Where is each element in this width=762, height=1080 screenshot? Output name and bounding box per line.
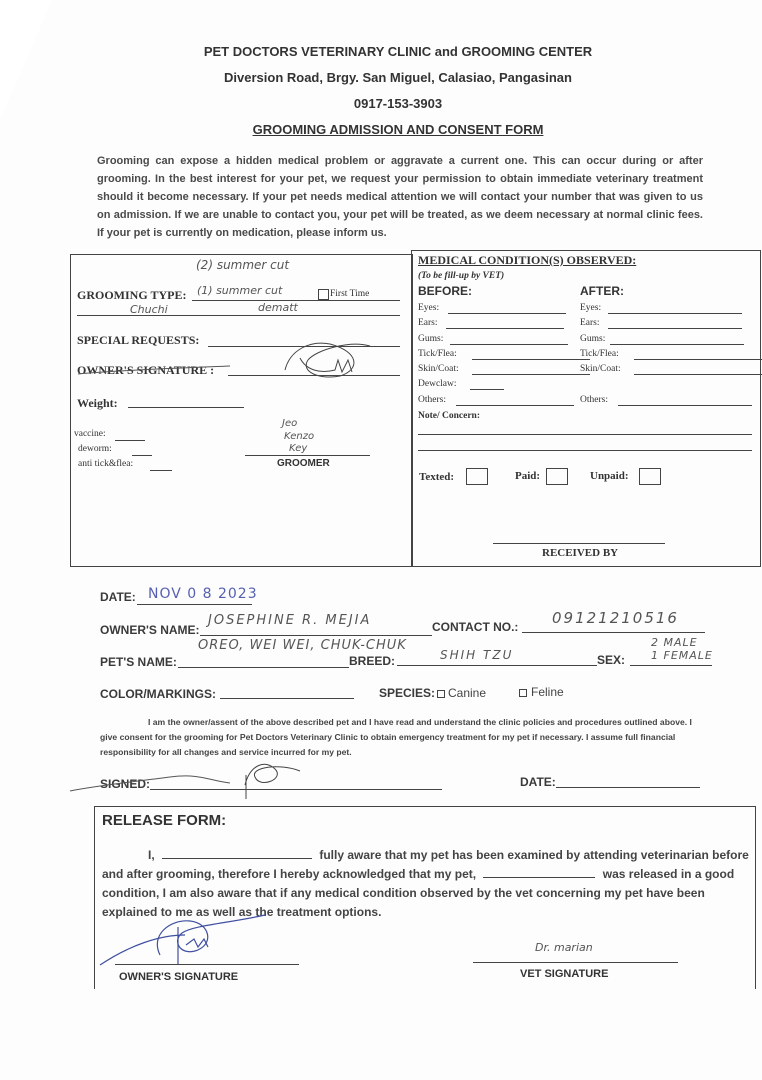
before-row-label: Dewclaw: [418, 379, 457, 389]
after-row-line [634, 359, 762, 360]
before-label: BEFORE: [418, 284, 472, 298]
signed-signature-image [60, 755, 340, 805]
note-label: Note/ Concern: [418, 411, 480, 421]
sex-label: SEX: [597, 653, 626, 667]
pet-name-line [178, 667, 349, 668]
owner-name-line [200, 635, 432, 636]
release-p1: I, [148, 848, 155, 862]
vet-handwritten-name: Dr. marian [535, 941, 593, 954]
before-row-line [472, 374, 590, 375]
deworm-label: deworm: [78, 444, 112, 454]
pet-name-label: PET'S NAME: [100, 655, 177, 669]
intro-paragraph: Grooming can expose a hidden medical problem or aggravate a current one. This can occur during or after grooming. In the best interest for your pet, we request your permission to obtain immediate veterinary treatment should it become necessary. If your pet needs medical attention we will contact your number that was given to us on admission. If we are unable to contact you, your pet will be treated, as we deem necessary at normal clinic fees. If your pet is currently on medication, please inform us. [97, 155, 703, 239]
clinic-name: PET DOCTORS VETERINARY CLINIC and GROOMING CENTER [203, 44, 593, 59]
pet-name-value: OREO, WEI WEI, CHUK-CHUK [198, 638, 407, 653]
after-row-line [608, 328, 742, 329]
date-label: DATE: [100, 590, 136, 604]
after-row-label: Gums: [580, 334, 606, 344]
vet-sig-line [473, 962, 678, 963]
before-row-line [472, 359, 590, 360]
species-label: SPECIES: [379, 686, 436, 700]
after-row-line [610, 344, 744, 345]
groomer-name-3: Key [289, 443, 308, 454]
owner-name-value: JOSEPHINE R. MEJIA [208, 613, 372, 628]
note-line-2 [418, 450, 752, 451]
received-by-label: RECEIVED BY [542, 547, 619, 559]
first-time-checkbox[interactable] [318, 289, 329, 300]
received-by-line [493, 543, 665, 544]
grooming-type-line-2 [77, 315, 400, 316]
texted-label: Texted: [419, 471, 455, 483]
before-row-label: Gums: [418, 334, 444, 344]
release-p2: fully aware that my pet has been examined by attending veterinarian before and after grooming, therefore I hereby acknowledged that my pet, [102, 848, 749, 881]
before-row-label: Others: [418, 395, 446, 405]
before-row-label: Skin/Coat: [418, 364, 459, 374]
weight-line [128, 407, 244, 408]
owner-release-sig-label: OWNER'S SIGNATURE [119, 971, 239, 983]
sex-value-1: 2 MALE [651, 636, 698, 649]
special-requests-label: SPECIAL REQUESTS: [77, 333, 200, 347]
canine-checkbox[interactable] [437, 690, 445, 698]
note-line-1 [418, 434, 752, 435]
medical-subtitle: (To be fill-up by VET) [418, 271, 505, 281]
date-value: NOV 0 8 2023 [148, 586, 258, 602]
after-label: AFTER: [580, 284, 624, 298]
breed-line [397, 665, 597, 666]
paid-checkbox[interactable] [546, 468, 568, 485]
before-row-line [448, 313, 566, 314]
antitick-line [150, 470, 172, 471]
sex-line [630, 665, 712, 666]
groomer-line [245, 455, 370, 456]
canine-label: Canine [448, 686, 487, 700]
handwritten-grooming-top: (2) summer cut [196, 258, 290, 272]
feline-label: Feline [531, 685, 564, 699]
owner-name-label: OWNER'S NAME: [100, 623, 200, 637]
color-label: COLOR/MARKINGS: [100, 687, 216, 701]
groomer-name-1: Jeo [282, 418, 298, 429]
clinic-address: Diversion Road, Brgy. San Miguel, Calasiao, Pangasinan [224, 70, 572, 85]
vaccine-label: vaccine: [74, 429, 106, 439]
vet-sig-label: VET SIGNATURE [520, 968, 609, 980]
feline-checkbox[interactable] [519, 689, 527, 697]
groomer-name-2: Kenzo [284, 431, 315, 442]
unpaid-label: Unpaid: [590, 470, 629, 482]
handwritten-grooming-line2b: dematt [258, 301, 298, 314]
before-row-line [446, 328, 564, 329]
after-row-label: Others: [580, 395, 608, 405]
groomer-label: GROOMER [277, 458, 330, 469]
after-row-line [634, 374, 762, 375]
signed-date-line [556, 787, 700, 788]
release-p3: was released in a good condition, I am also aware that if any medical condition observed by the vet concerning my pet have been explained to me as well as the treatment options. [102, 867, 735, 919]
owner-signature-image [60, 330, 400, 400]
handwritten-grooming-line1: (1) summer cut [197, 284, 283, 297]
before-row-line [456, 405, 574, 406]
antitick-label: anti tick&flea: [78, 459, 134, 469]
sex-value-2: 1 FEMALE [651, 649, 713, 662]
signed-date-label: DATE: [520, 775, 556, 789]
before-row-line [470, 389, 504, 390]
after-row-label: Tick/Flea: [580, 349, 619, 359]
color-line [220, 698, 354, 699]
grooming-type-label: GROOMING TYPE: [77, 288, 187, 302]
vaccine-line [115, 440, 145, 441]
texted-checkbox[interactable] [466, 468, 488, 485]
before-row-line [450, 344, 568, 345]
after-row-line [618, 405, 752, 406]
owner-signature-label: OWNER'S SIGNATURE : [77, 363, 215, 377]
owner-release-sig-line [115, 964, 299, 965]
contact-label: CONTACT NO.: [432, 620, 519, 634]
paid-label: Paid: [515, 470, 541, 482]
weight-label: Weight: [77, 396, 118, 410]
medical-title: MEDICAL CONDITION(S) OBSERVED: [418, 253, 637, 267]
before-row-label: Eyes: [418, 303, 440, 313]
handwritten-grooming-line2a: Chuchi [130, 303, 168, 316]
signed-label: SIGNED: [100, 777, 151, 791]
breed-value: SHIH TZU [440, 648, 514, 662]
deworm-line [132, 455, 152, 456]
consent-paragraph: I am the owner/assent of the above described pet and I have read and understand the clinic policies and procedures outlined above. I give consent for the grooming for Pet Doctors Veterinary Clinic to obtain emergency treatment for my pet if necessary. I assume full financial responsibility for all changes and service incurred for my pet. [100, 717, 692, 757]
after-row-label: Eyes: [580, 303, 602, 313]
first-time-label: First Time [330, 289, 370, 299]
after-row-label: Ears: [580, 318, 600, 328]
after-row-line [608, 313, 742, 314]
after-row-label: Skin/Coat: [580, 364, 621, 374]
breed-label: BREED: [349, 654, 396, 668]
form-title: GROOMING ADMISSION AND CONSENT FORM [252, 122, 544, 137]
before-row-label: Tick/Flea: [418, 349, 457, 359]
clinic-phone: 0917-153-3903 [353, 96, 443, 111]
before-row-label: Ears: [418, 318, 438, 328]
contact-value: 09121210516 [552, 609, 679, 627]
release-title: RELEASE FORM: [102, 812, 227, 829]
unpaid-checkbox[interactable] [639, 468, 661, 485]
contact-line [522, 632, 705, 633]
date-line [137, 604, 252, 605]
